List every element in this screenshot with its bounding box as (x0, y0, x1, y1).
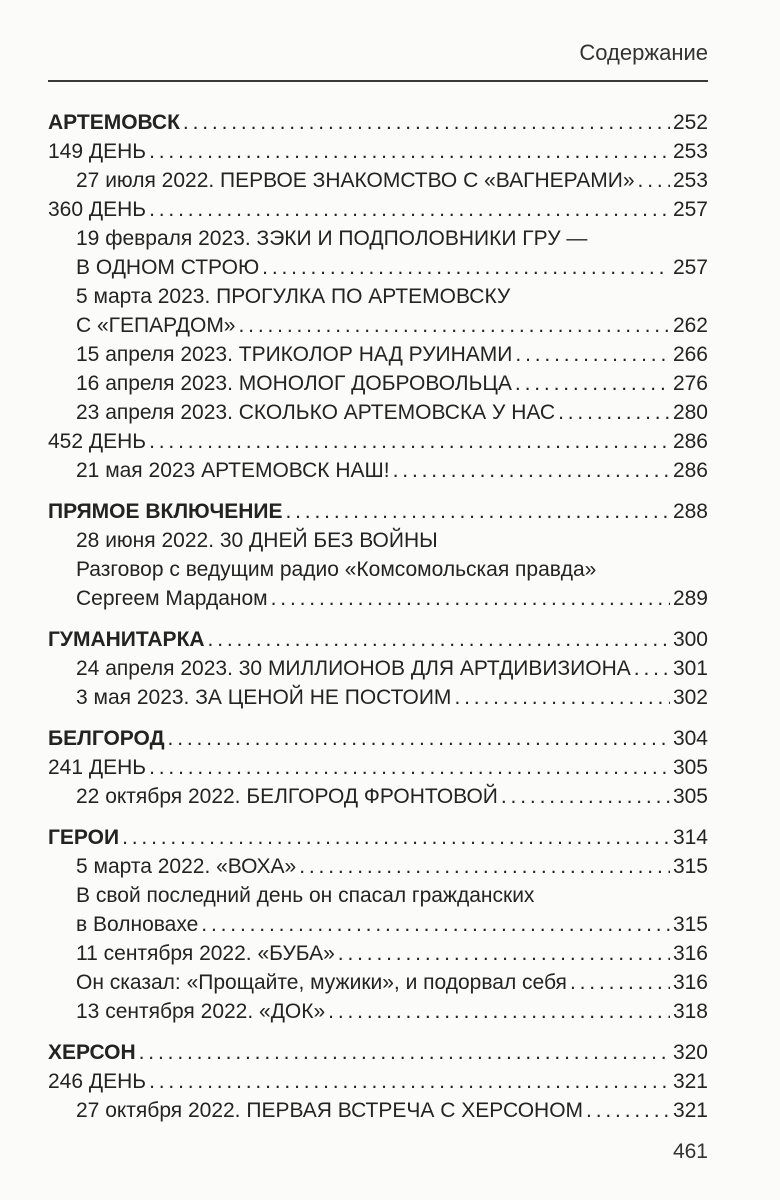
toc-entry[interactable] (48, 253, 708, 282)
dot-leader (501, 782, 670, 811)
dot-leader (393, 456, 670, 485)
toc-entry[interactable] (48, 282, 708, 311)
toc-entry[interactable] (48, 195, 708, 224)
toc-entry-title: Сергеем Марданом (76, 587, 268, 610)
toc-entry-page: 304 (672, 727, 708, 750)
toc-entry-title: 3 мая 2023. ЗА ЦЕНОЙ НЕ ПОСТОИМ (76, 686, 452, 709)
dot-leader (239, 311, 670, 340)
toc-chapter-entry[interactable] (48, 625, 708, 654)
toc-entry-page: 316 (672, 971, 708, 994)
dot-leader (299, 852, 670, 881)
toc-section (48, 724, 708, 811)
dot-leader (570, 968, 670, 997)
toc-entry[interactable] (48, 939, 708, 968)
toc-section (48, 1038, 708, 1125)
toc-entry-page: 315 (672, 913, 708, 936)
toc-entry-page: 262 (672, 314, 708, 337)
toc-entry[interactable] (48, 584, 708, 613)
toc-entry-page: 321 (672, 1099, 708, 1122)
dot-leader (149, 195, 670, 224)
toc-entry[interactable] (48, 654, 708, 683)
toc-entry-title: 27 октября 2022. ПЕРВАЯ ВСТРЕЧА С ХЕРСОНОМ (76, 1099, 584, 1122)
dot-leader (149, 753, 670, 782)
toc-entry-title: 11 сентября 2022. «БУБА» (76, 942, 335, 965)
toc-entry-page: 286 (672, 430, 708, 453)
toc-entry-page: 305 (672, 756, 708, 779)
dot-leader (271, 584, 670, 613)
toc-entry-title: В свой последний день он спасал гражданских (76, 884, 535, 907)
toc-chapter-entry[interactable] (48, 108, 708, 137)
toc-entry-title: 15 апреля 2023. ТРИКОЛОР НАД РУИНАМИ (76, 343, 513, 366)
toc-entry[interactable] (48, 782, 708, 811)
toc-entry[interactable] (48, 852, 708, 881)
dot-leader (454, 683, 670, 712)
dot-leader (183, 108, 670, 137)
toc-entry-title: 360 ДЕНЬ (48, 198, 147, 221)
toc-entry[interactable] (48, 1096, 708, 1125)
dot-leader (149, 137, 670, 166)
toc-entry[interactable] (48, 1067, 708, 1096)
toc-entry-title: АРТЕМОВСК (48, 111, 180, 134)
toc-entry-page: 300 (672, 628, 708, 651)
toc-entry[interactable] (48, 968, 708, 997)
page-header-title: Содержание (579, 40, 708, 65)
toc-section (48, 625, 708, 712)
toc-entry-title: 246 ДЕНЬ (48, 1070, 147, 1093)
toc-entry-title: 28 июня 2022. 30 ДНЕЙ БЕЗ ВОЙНЫ (76, 529, 438, 552)
dot-leader (638, 166, 670, 195)
toc-entry-page: 266 (672, 343, 708, 366)
toc-entry-title: С «ГЕПАРДОМ» (76, 314, 236, 337)
toc-entry-title: 452 ДЕНЬ (48, 430, 147, 453)
toc-entry-title: 19 февраля 2023. ЗЭКИ И ПОДПОЛОВНИКИ ГРУ — (76, 227, 588, 250)
toc-entry-title: 22 октября 2022. БЕЛГОРОД ФРОНТОВОЙ (76, 785, 498, 808)
toc-entry[interactable] (48, 224, 708, 253)
dot-leader (262, 253, 670, 282)
toc-entry-page: 302 (672, 686, 708, 709)
toc-entry[interactable] (48, 369, 708, 398)
toc-entry[interactable] (48, 753, 708, 782)
toc-entry-title: БЕЛГОРОД (48, 727, 165, 750)
dot-leader (515, 340, 670, 369)
toc-entry-title: Разговор с ведущим радио «Комсомольская правда» (76, 558, 597, 581)
toc-entry-page: 320 (672, 1041, 708, 1064)
toc-chapter-entry[interactable] (48, 1038, 708, 1067)
toc-entry-page: 280 (672, 401, 708, 424)
toc-entry-title: 5 марта 2022. «ВОХА» (76, 855, 297, 878)
toc-entry[interactable] (48, 526, 708, 555)
toc-entry-title: ГЕРОИ (48, 826, 120, 849)
toc-entry-page: 316 (672, 942, 708, 965)
page-number: 461 (672, 1140, 708, 1163)
toc-entry-title: 27 июля 2022. ПЕРВОЕ ЗНАКОМСТВО С «ВАГНЕРАМИ» (76, 169, 635, 192)
toc-entry[interactable] (48, 881, 708, 910)
toc-entry[interactable] (48, 997, 708, 1026)
toc-chapter-entry[interactable] (48, 724, 708, 753)
dot-leader (122, 823, 670, 852)
toc-entry[interactable] (48, 398, 708, 427)
toc-entry-title: 241 ДЕНЬ (48, 756, 147, 779)
toc-entry[interactable] (48, 340, 708, 369)
dot-leader (586, 1096, 670, 1125)
dot-leader (285, 497, 669, 526)
toc-entry-title: 24 апреля 2023. 30 МИЛЛИОНОВ ДЛЯ АРТДИВИЗИОНА (76, 657, 631, 680)
toc-entry-page: 301 (672, 657, 708, 680)
toc-entry-page: 253 (672, 169, 708, 192)
toc-entry[interactable] (48, 427, 708, 456)
toc-section (48, 497, 708, 613)
toc-entry-page: 253 (672, 140, 708, 163)
toc-entry-page: 257 (672, 198, 708, 221)
toc-entry[interactable] (48, 311, 708, 340)
toc-entry-title: ПРЯМОЕ ВКЛЮЧЕНИЕ (48, 500, 283, 523)
toc-entry-page: 286 (672, 459, 708, 482)
toc-entry[interactable] (48, 137, 708, 166)
toc-entry-title: 5 марта 2023. ПРОГУЛКА ПО АРТЕМОВСКУ (76, 285, 511, 308)
toc-entry-title: Он сказал: «Прощайте, мужики», и подорвал себя (76, 971, 567, 994)
dot-leader (208, 625, 670, 654)
toc-entry-page: 252 (672, 111, 708, 134)
dot-leader (149, 1067, 670, 1096)
toc-entry-title: ХЕРСОН (48, 1041, 136, 1064)
dot-leader (139, 1038, 670, 1067)
dot-leader (168, 724, 670, 753)
toc-section (48, 108, 708, 485)
toc-entry-page: 314 (672, 826, 708, 849)
toc-entry[interactable] (48, 910, 708, 939)
toc-entry-title: 23 апреля 2023. СКОЛЬКО АРТЕМОВСКА У НАС (76, 401, 556, 424)
toc-entry-page: 276 (672, 372, 708, 395)
toc-entry-page: 257 (672, 256, 708, 279)
dot-leader (328, 997, 670, 1026)
toc-chapter-entry[interactable] (48, 497, 708, 526)
toc-chapter-entry[interactable] (48, 823, 708, 852)
dot-leader (558, 398, 670, 427)
toc-entry-title: В ОДНОМ СТРОЮ (76, 256, 260, 279)
toc-section (48, 823, 708, 1026)
toc-entry[interactable] (48, 555, 708, 584)
toc-entry-title: 16 апреля 2023. МОНОЛОГ ДОБРОВОЛЬЦА (76, 372, 512, 395)
toc-entry[interactable] (48, 456, 708, 485)
dot-leader (634, 654, 670, 683)
toc-entry-page: 318 (672, 1000, 708, 1023)
header-divider (48, 80, 708, 82)
toc-entry-title: в Волновахе (76, 913, 199, 936)
dot-leader (149, 427, 670, 456)
toc-entry-title: 149 ДЕНЬ (48, 140, 147, 163)
toc-entry-page: 321 (672, 1070, 708, 1093)
toc-entry-title: 13 сентября 2022. «ДОК» (76, 1000, 326, 1023)
dot-leader (515, 369, 670, 398)
dot-leader (338, 939, 670, 968)
toc-entry[interactable] (48, 683, 708, 712)
toc-entry-page: 305 (672, 785, 708, 808)
toc-entry-title: 21 мая 2023 АРТЕМОВСК НАШ! (76, 459, 390, 482)
toc-entry-title: ГУМАНИТАРКА (48, 628, 205, 651)
toc-entry[interactable] (48, 166, 708, 195)
toc-entry-page: 289 (672, 587, 708, 610)
toc-entry-page: 315 (672, 855, 708, 878)
toc-entry-page: 288 (672, 500, 708, 523)
dot-leader (201, 910, 670, 939)
table-of-contents (48, 108, 708, 1137)
